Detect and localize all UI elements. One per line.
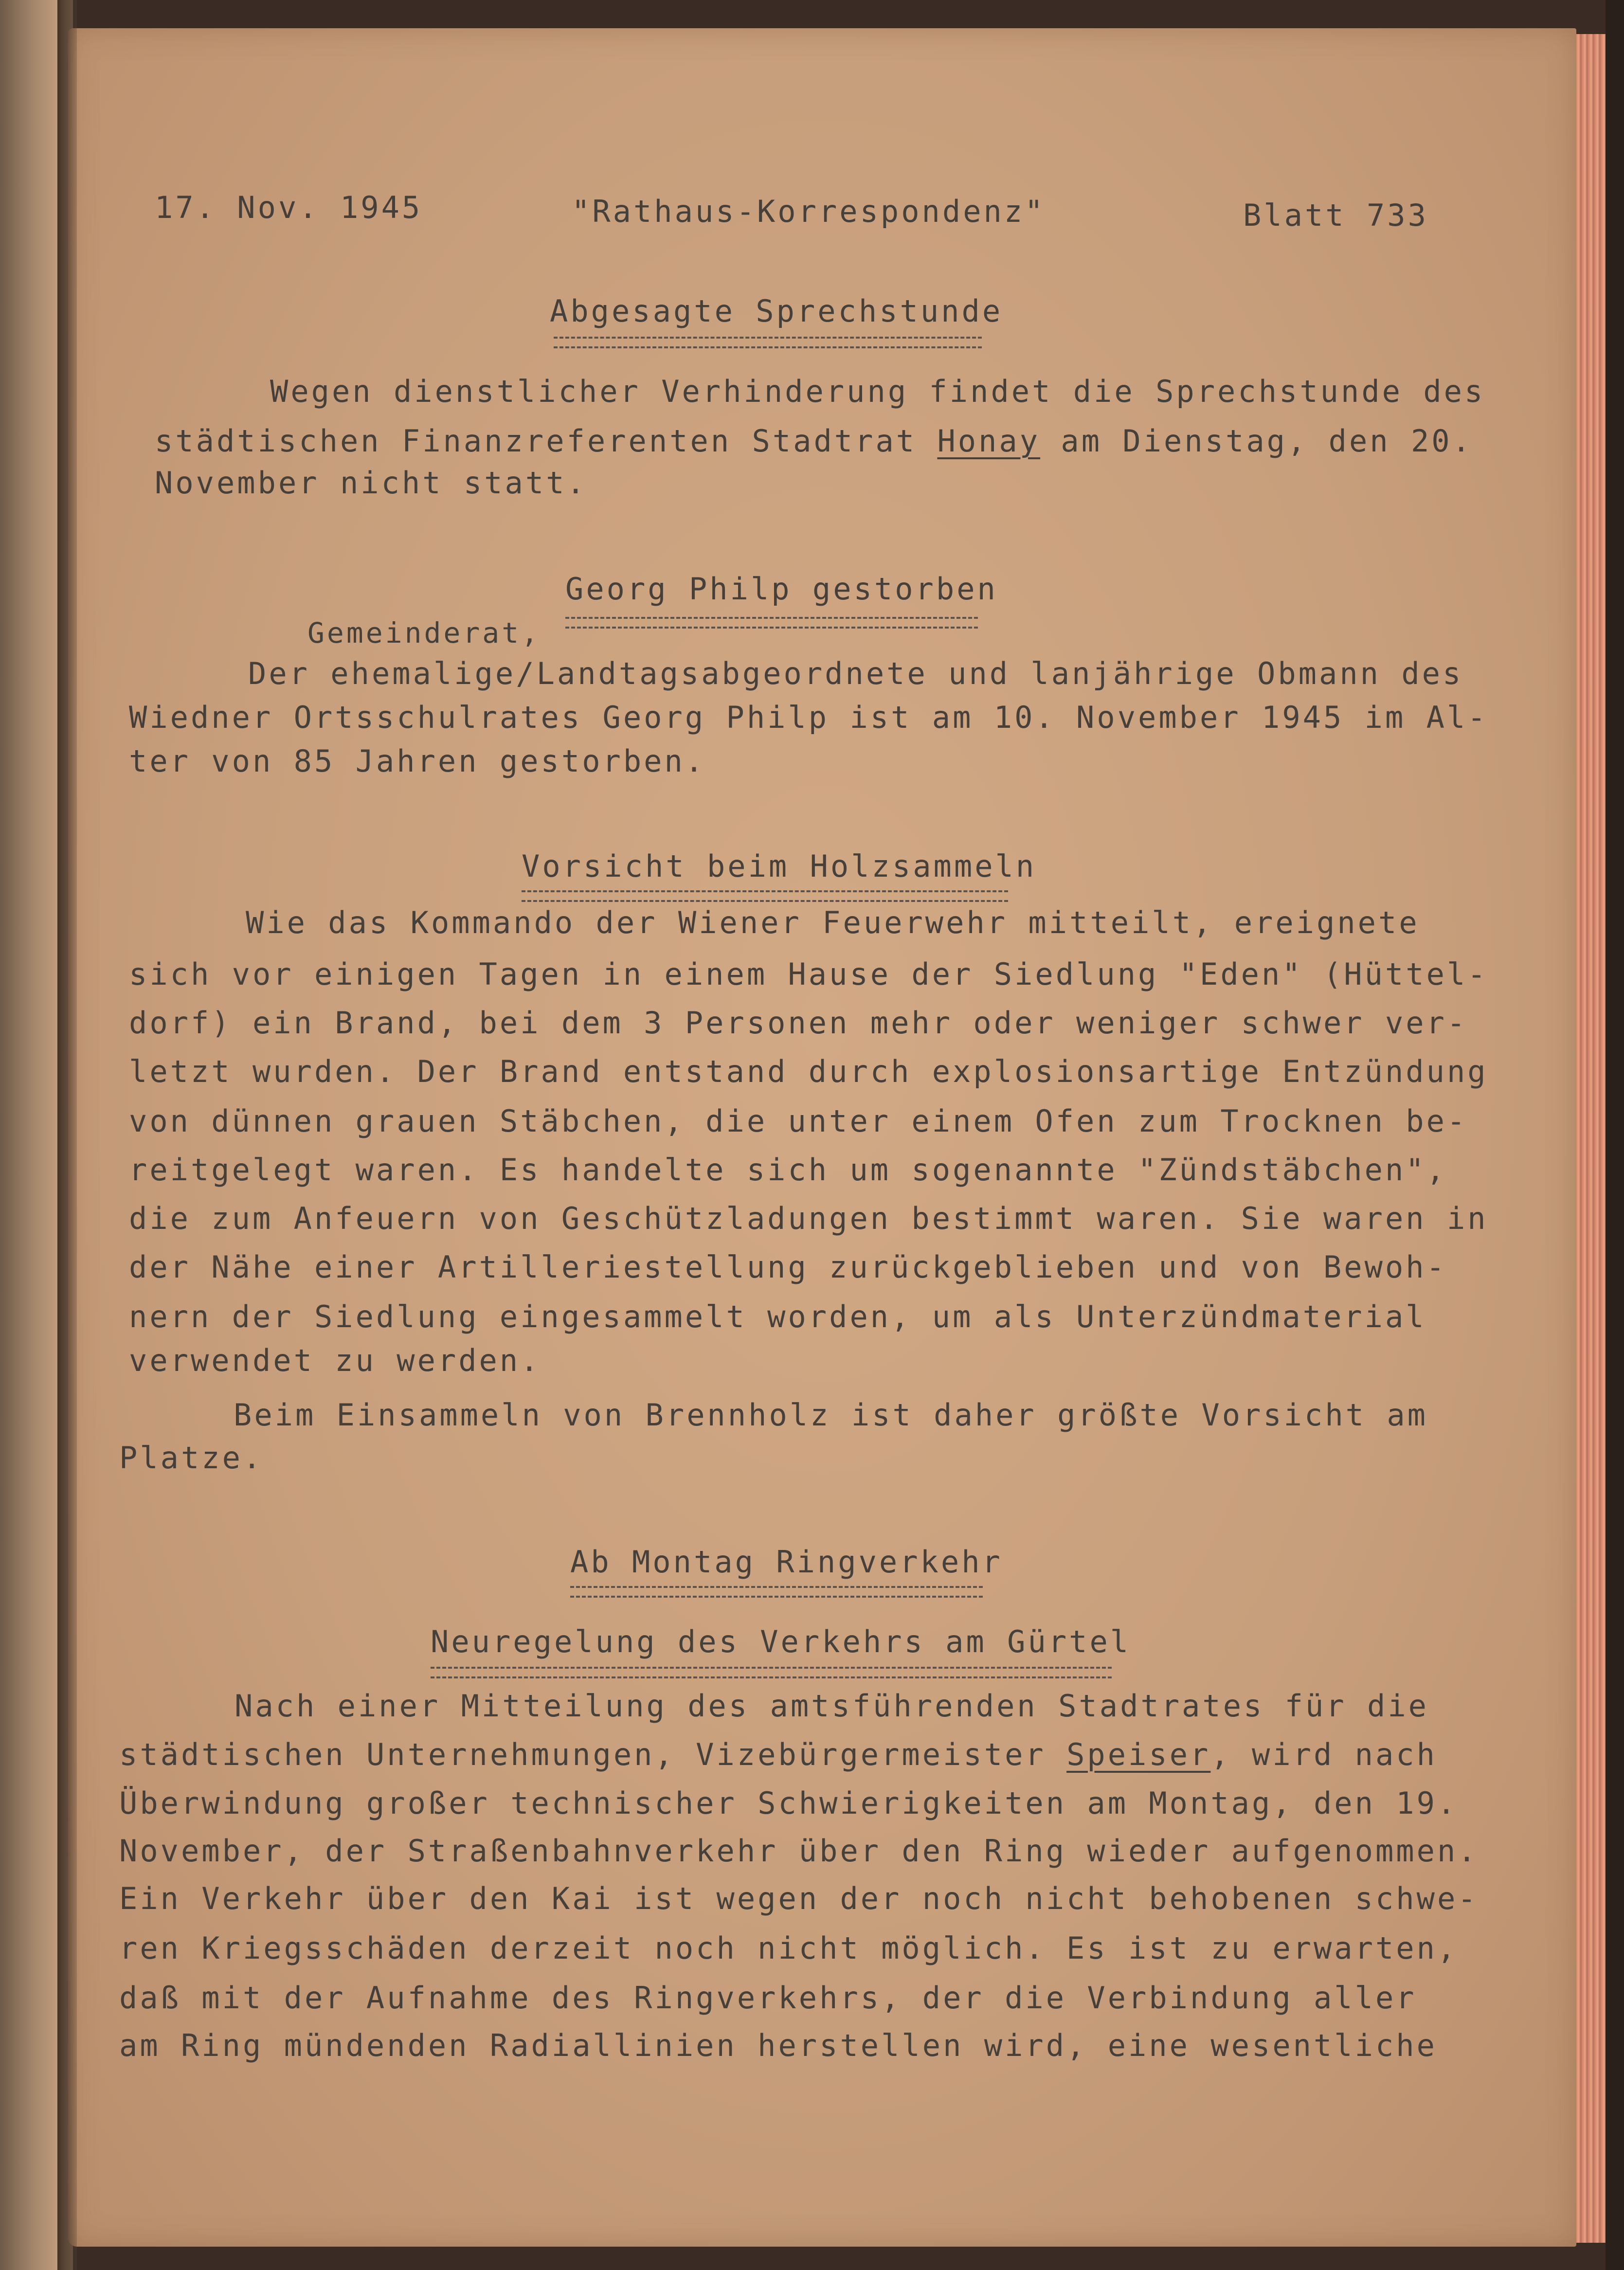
body-line: daß mit der Aufnahme des Ringverkehrs, der die Verbindung aller (119, 1980, 1417, 2016)
body-line: Wiedner Ortsschulrates Georg Philp ist am 10. November 1945 im Al- (129, 700, 1488, 735)
body-line: sich vor einigen Tagen in einem Hause der Siedlung "Eden" (Hüttel- (129, 956, 1488, 992)
section-heading: Vorsicht beim Holzsammeln (522, 848, 1037, 884)
section-heading: Ab Montag Ringverkehr (570, 1544, 1003, 1580)
name-speiser: Speiser (1066, 1737, 1211, 1772)
body-line: verwendet zu werden. (129, 1343, 541, 1378)
name-honay: Honay (937, 423, 1041, 459)
header-sheet: Blatt 733 (1243, 198, 1428, 233)
body-line: die zum Anfeuern von Geschützladungen bestimmt waren. Sie waren in (129, 1201, 1488, 1236)
body-line: dorf) ein Brand, bei dem 3 Personen mehr oder weniger schwer ver- (129, 1005, 1468, 1041)
body-line: November nicht statt. (155, 465, 587, 501)
body-line: Überwindung großer technischer Schwierigkeiten am Montag, den 19. (119, 1785, 1458, 1821)
body-line: Ein Verkehr über den Kai ist wegen der noch nicht behobenen schwe- (119, 1881, 1479, 1916)
body-line: Wegen dienstlicher Verhinderung findet die Sprechstunde des (270, 374, 1485, 409)
body-line: städtischen Unternehmungen, Vizebürgermeister Speiser, wird nach (119, 1737, 1437, 1772)
body-line: nern der Siedlung eingesammelt worden, um als Unterzündmaterial (129, 1299, 1426, 1334)
double-underline (570, 1586, 983, 1598)
handwritten-insertion: Gemeinderat, (307, 616, 541, 649)
body-line: am Ring mündenden Radiallinien herstellen wird, eine wesentliche (119, 2028, 1437, 2063)
header-date: 17. Nov. 1945 (155, 190, 423, 225)
body-line: Nach einer Mitteilung des amtsführenden Stadtrates für die (235, 1688, 1429, 1724)
header-title: "Rathaus-Korrespondenz" (572, 194, 1046, 229)
body-line: Wie das Kommando der Wiener Feuerwehr mitteilt, ereignete (246, 905, 1420, 940)
double-underline (565, 617, 978, 629)
double-underline (554, 337, 982, 348)
body-line: Beim Einsammeln von Brennholz ist daher größte Vorsicht am (234, 1397, 1428, 1433)
body-line: von dünnen grauen Stäbchen, die unter einem Ofen zum Trocknen be- (129, 1103, 1468, 1139)
body-line: Der ehemalige/Landtagsabgeordnete und lanjährige Obmann des (248, 656, 1463, 691)
body-line: reitgelegt waren. Es handelte sich um sogenannte "Zündstäbchen", (129, 1152, 1447, 1188)
section-heading: Georg Philp gestorben (565, 571, 998, 607)
body-line: Platze. (119, 1440, 264, 1476)
body-line: letzt wurden. Der Brand entstand durch explosionsartige Entzündung (129, 1054, 1488, 1089)
body-line: der Nähe einer Artilleriestellung zurückgeblieben und von Bewoh- (129, 1249, 1447, 1285)
body-line: ren Kriegsschäden derzeit noch nicht möglich. Es ist zu erwarten, (119, 1930, 1458, 1966)
double-underline (522, 890, 1008, 902)
double-underline (431, 1667, 1112, 1678)
body-line: ter von 85 Jahren gestorben. (129, 743, 706, 779)
section-heading: Abgesagte Sprechstunde (550, 293, 1003, 329)
body-line: städtischen Finanzreferenten Stadtrat Honay am Dienstag, den 20. (155, 423, 1473, 459)
section-subheading: Neuregelung des Verkehrs am Gürtel (431, 1624, 1131, 1659)
body-line: November, der Straßenbahnverkehr über den Ring wieder aufgenommen. (119, 1833, 1479, 1869)
